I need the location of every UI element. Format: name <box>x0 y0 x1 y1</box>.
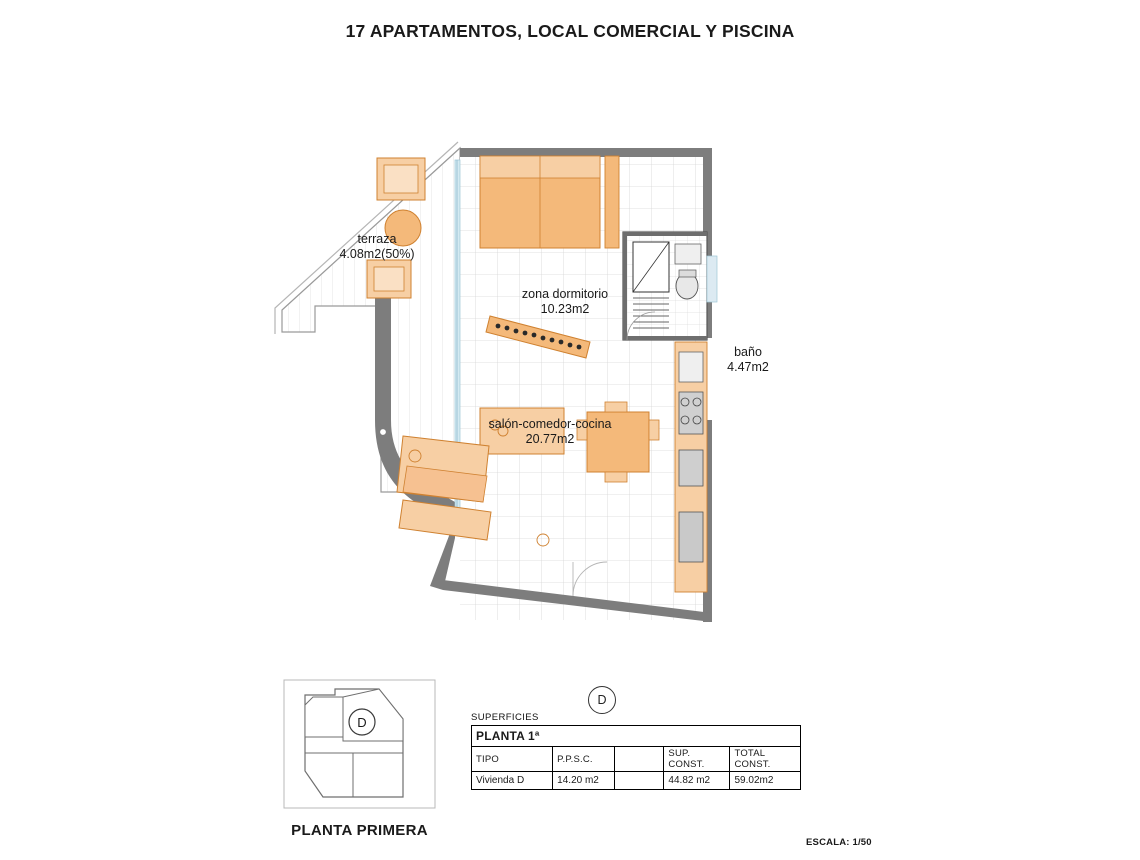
floorplan-drawing <box>255 120 895 707</box>
unit-marker-d: D <box>588 686 616 714</box>
key-plan-svg <box>283 679 436 809</box>
surfaces-table-grid <box>471 725 801 790</box>
bed-furniture <box>480 156 600 248</box>
floorplan-svg <box>255 120 895 660</box>
wardrobe-furniture <box>605 156 619 248</box>
header-total-const: TOTAL CONST. <box>730 747 801 772</box>
cell-sup-const: 44.82 m2 <box>664 772 730 790</box>
room-label-zona-dormitorio: zona dormitorio 10.23m2 <box>521 287 609 316</box>
page-title: 17 APARTAMENTOS, LOCAL COMERCIAL Y PISCINA <box>345 21 795 41</box>
column-marker <box>380 429 387 436</box>
room-label-terraza: terraza 4.08m2(50%) <box>339 232 415 261</box>
bano-area <box>623 232 707 340</box>
key-plan-marker-label: D <box>357 715 367 730</box>
scale-note: ESCALA: 1/50 <box>806 837 872 848</box>
cell-ppsc: 14.20 m2 <box>553 772 615 790</box>
floor-label: PLANTA 1ª <box>472 726 801 747</box>
header-ppsc: P.P.S.C. <box>553 747 615 772</box>
key-plan <box>283 679 436 809</box>
window-glazing-right <box>707 256 717 302</box>
surfaces-caption: SUPERFICIES <box>471 712 539 723</box>
key-plan-caption: PLANTA PRIMERA <box>291 822 428 839</box>
header-sup-const: SUP. CONST. <box>664 747 730 772</box>
header-blank <box>615 747 664 772</box>
surfaces-table <box>471 712 801 790</box>
header-tipo: TIPO <box>472 747 553 772</box>
cell-tipo: Vivienda D <box>472 772 553 790</box>
kitchen-furniture <box>675 342 707 592</box>
cell-total-const: 59.02m2 <box>730 772 801 790</box>
room-label-bano: baño 4.47m2 <box>727 345 769 374</box>
table-header-row <box>472 747 801 772</box>
room-label-salon: salón-comedor-cocina 20.77m2 <box>488 417 612 446</box>
table-row <box>472 772 801 790</box>
table-row-floor <box>472 726 801 747</box>
cell-blank <box>615 772 664 790</box>
